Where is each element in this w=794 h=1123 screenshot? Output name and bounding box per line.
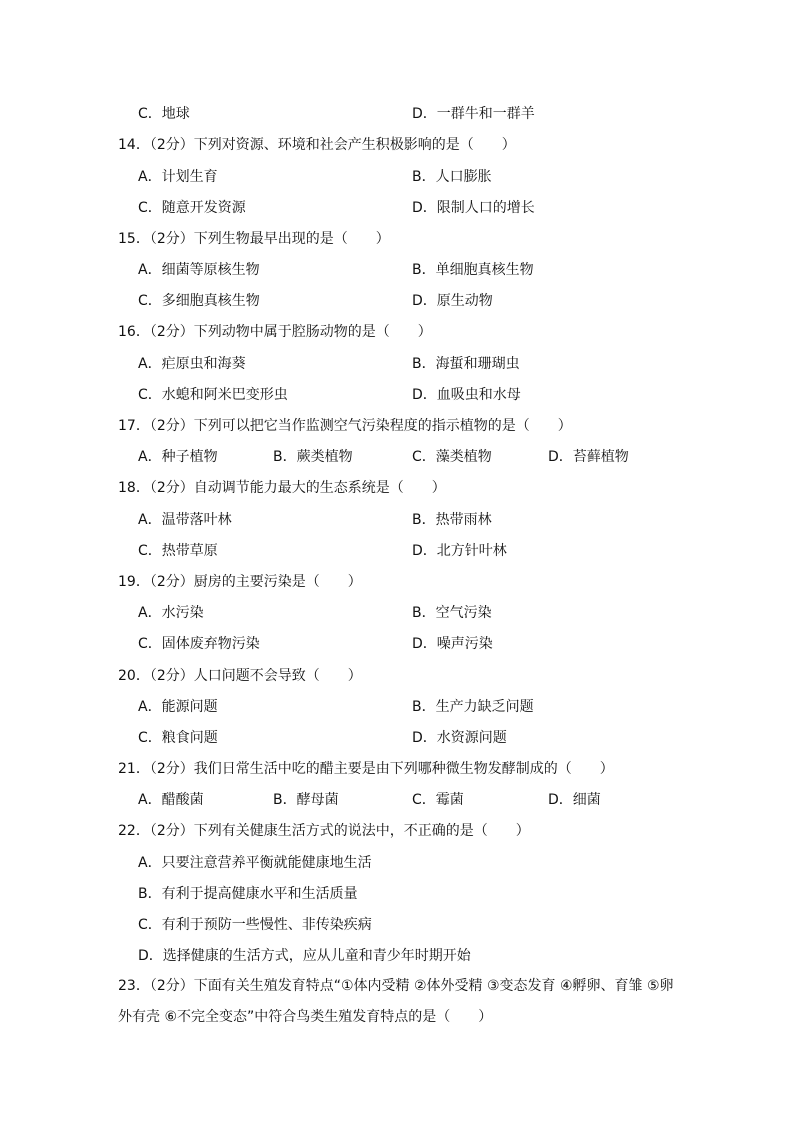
option-20-c: C．粮食问题 [138,730,218,746]
option-14-d: D．限制人口的增长 [412,200,535,216]
question-14-stem: 14．（2分）下列对资源、环境和社会产生积极影响的是（ ） [118,137,516,153]
option-19-a: A．水污染 [138,605,204,621]
option-22-d: D．选择健康的生活方式，应从儿童和青少年时期开始 [138,948,471,964]
option-15-b: B．单细胞真核生物 [412,262,534,278]
option-22-c: C．有利于预防一些慢性、非传染疾病 [138,917,372,933]
option-19-d: D．噪声污染 [412,636,493,652]
option-19-b: B．空气污染 [412,605,492,621]
option-22-a: A．只要注意营养平衡就能健康地生活 [138,855,372,871]
option-16-a: A．疟原虫和海葵 [138,356,246,372]
option-20-a: A．能源问题 [138,699,218,715]
question-21-stem: 21．（2分）我们日常生活中吃的醋主要是由下列哪种微生物发酵制成的（ ） [118,761,614,777]
option-14-c: C．随意开发资源 [138,200,246,216]
question-15-stem: 15．（2分）下列生物最早出现的是（ ） [118,231,390,247]
question-19-stem: 19．（2分）厨房的主要污染是（ ） [118,574,362,590]
option-21-c: C．霉菌 [412,792,464,808]
option-15-d: D．原生动物 [412,293,493,309]
option-16-d: D．血吸虫和水母 [412,387,521,403]
option-13-c: C．地球 [138,106,190,122]
option-15-a: A．细菌等原核生物 [138,262,260,278]
question-20-stem: 20．（2分）人口问题不会导致（ ） [118,668,362,684]
option-17-d: D．苔藓植物 [548,449,629,465]
option-18-c: C．热带草原 [138,543,218,559]
option-20-b: B．生产力缺乏问题 [412,699,534,715]
option-16-b: B．海蜇和珊瑚虫 [412,356,520,372]
option-21-d: D．细菌 [548,792,601,808]
option-20-d: D．水资源问题 [412,730,507,746]
option-14-a: A．计划生育 [138,169,218,185]
question-17-stem: 17．（2分）下列可以把它当作监测空气污染程度的指示植物的是（ ） [118,418,572,434]
option-16-c: C．水螅和阿米巴变形虫 [138,387,288,403]
option-19-c: C．固体废弃物污染 [138,636,260,652]
question-18-stem: 18．（2分）自动调节能力最大的生态系统是（ ） [118,480,446,496]
question-23-stem: 23．（2分）下面有关生殖发育特点“①体内受精 ②体外受精 ③变态发育 ④孵卵、育雏 ⑤卵外有壳 ⑥不完全变态”中符合鸟类生殖发育特点的是（ ） [118,978,674,1025]
option-14-b: B．人口膨胀 [412,169,492,185]
option-17-a: A．种子植物 [138,449,218,465]
option-17-b: B．蕨类植物 [273,449,353,465]
option-18-d: D．北方针叶林 [412,543,507,559]
question-16-stem: 16．（2分）下列动物中属于腔肠动物的是（ ） [118,324,432,340]
option-18-a: A．温带落叶林 [138,512,232,528]
question-22-stem: 22．（2分）下列有关健康生活方式的说法中，不正确的是（ ） [118,823,530,839]
option-22-b: B．有利于提高健康水平和生活质量 [138,886,358,902]
option-13-d: D．一群牛和一群羊 [412,106,535,122]
option-17-c: C．藻类植物 [412,449,492,465]
option-15-c: C．多细胞真核生物 [138,293,260,309]
option-21-a: A．醋酸菌 [138,792,204,808]
option-18-b: B．热带雨林 [412,512,492,528]
option-21-b: B．酵母菌 [273,792,339,808]
